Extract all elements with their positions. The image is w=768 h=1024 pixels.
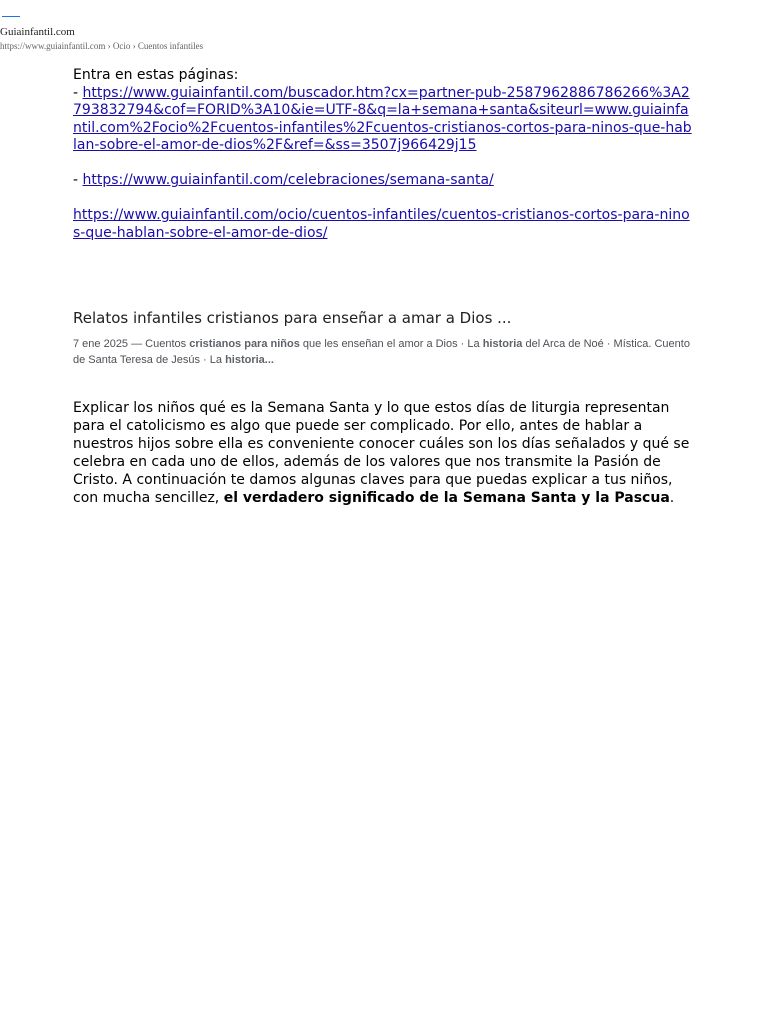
breadcrumb: https://www.guiainfantil.com › Ocio › Cuentos infantiles [0,41,204,51]
link-row-1 [73,85,693,155]
snippet-highlight: cristianos para niños [189,338,300,350]
snippet-highlight: historia [482,338,523,350]
dash: - [73,172,83,188]
semana-santa-link[interactable]: https://www.guiainfantil.com/celebraciones/semana-santa/ [82,172,494,188]
paragraph-bold: el verdadero significado de la Semana Santa y la Pascua [223,490,670,506]
dash: - [73,84,83,101]
result-title[interactable]: Relatos infantiles cristianos para enseñar a amar a Dios ... [73,309,512,327]
cuentos-link[interactable]: https://www.guiainfantil.com/ocio/cuentos-infantiles/cuentos-cristianos-cortos-para-ninos-que-hablan-sobre-el-amor-de-dios/ [73,207,690,241]
snippet-text: 7 ene 2025 — Cuentos [73,338,190,350]
intro-block [73,67,693,242]
result-snippet [73,337,693,368]
snippet-text: que les enseñan el amor a Dios · La [299,338,483,350]
link-row-2 [73,172,693,190]
intro-lead: Entra en estas páginas: [73,67,239,83]
description-paragraph [73,399,693,507]
paragraph-end: . [669,490,675,506]
top-accent-line [2,16,20,17]
snippet-highlight: historia... [225,353,274,366]
search-result [73,309,693,368]
paragraph-text: Explicar los niños qué es la Semana Santa y lo que estos días de liturgia representan para el catolicismo es algo que puede ser complicado. Por ello, antes de hablar a nuestros hijos sobre ella es conveniente conocer cuáles son los días señalados y qué se celebra en cada uno de ellos, además de los valores que nos transmite la Pasión de Cristo. A continuación te damos algunas claves para que puedas explicar a tus niños, con mucha sencillez, [73,400,690,506]
link-row-3 [73,207,693,242]
snippet-text: del Arca de Noé · Mística. Cuento de Santa Teresa de Jesús · La [73,338,690,366]
search-link[interactable]: https://www.guiainfantil.com/buscador.htm?cx=partner-pub-2587962886786266%3A2793832794&cof=FORID%3A10&ie=UTF-8&q=la+semana+santa&siteurl=www.guiainfantil.com%2Focio%2Fcuentos-infantiles%2Fcuentos-cristianos-cortos-para-ninos-que-hablan-sobre-el-amor-de-dios%2F&ref=&ss=3507j966429j15 [73,84,692,153]
site-header [0,26,203,52]
site-name[interactable]: Guiainfantil.com [0,26,75,38]
